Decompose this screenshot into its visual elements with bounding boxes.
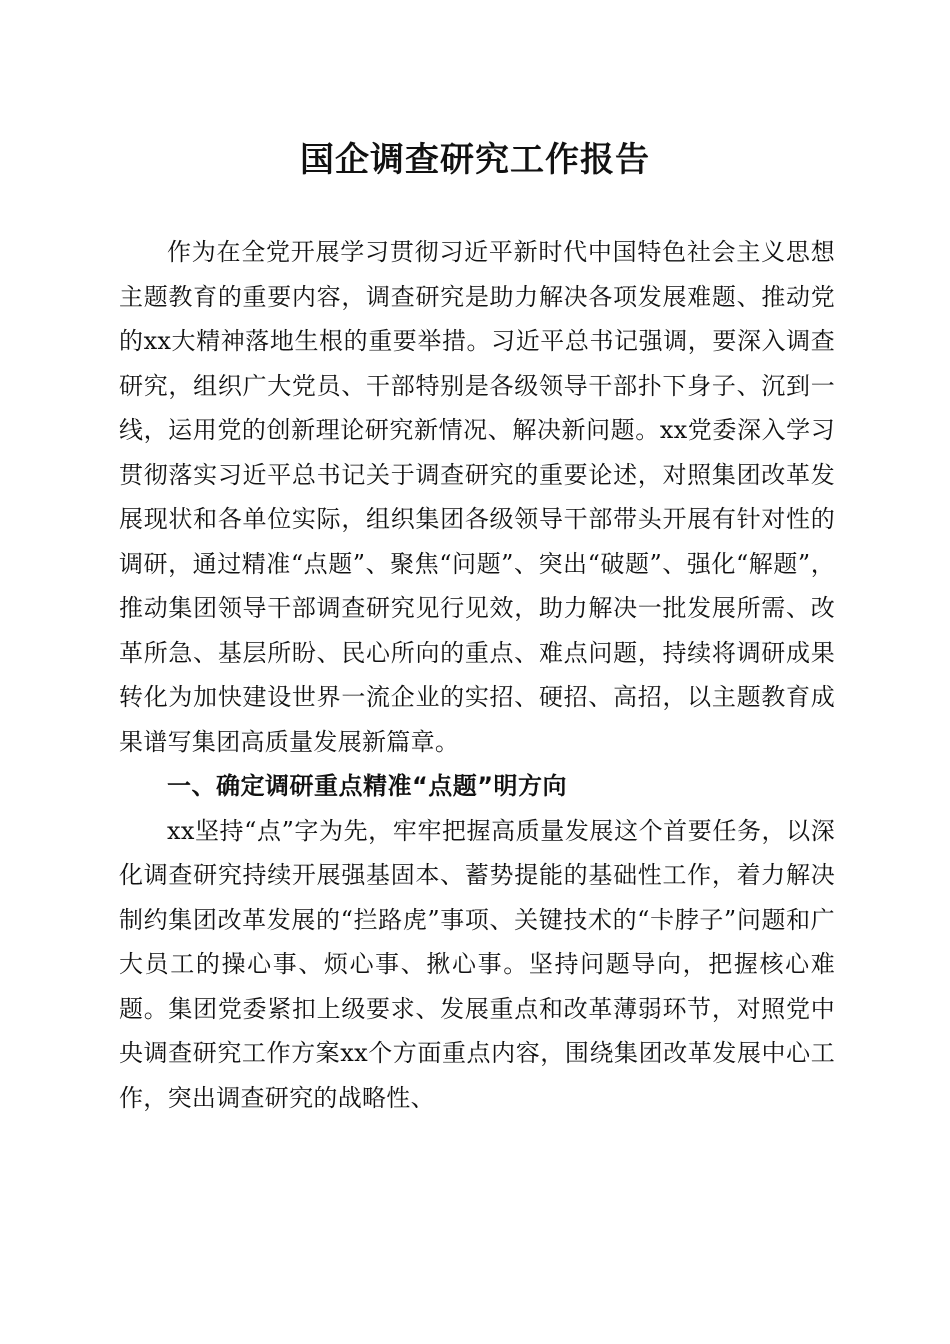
intro-paragraph: 作为在全党开展学习贯彻习近平新时代中国特色社会主义思想主题教育的重要内容，调查研究是助力解决各项发展难题、推动党的xx大精神落地生根的重要举措。习近平总书记强调，要深入调查研究，组织广大党员、干部特别是各级领导干部扑下身子、沉到一线，运用党的创新理论研究新情况、解决新问题。xx党委深入学习贯彻落实习近平总书记关于调查研究的重要论述，对照集团改革发展现状和各单位实际，组织集团各级领导干部带头开展有针对性的调研，通过精准“点题”、聚焦“问题”、突出“破题”、强化“解题”，推动集团领导干部调查研究见行见效，助力解决一批发展所需、改革所急、基层所盼、民心所向的重点、难点问题，持续将调研成果转化为加快建设世界一流企业的实招、硬招、高招，以主题教育成果谱写集团高质量发展新篇章。 [119, 238, 835, 756]
document-title: 国企调查研究工作报告 [300, 140, 650, 180]
document-body [119, 230, 835, 1120]
section-heading-1: 一、确定调研重点精准“点题”明方向 [167, 772, 568, 800]
section-1-paragraph: xx坚持“点”字为先，牢牢把握高质量发展这个首要任务，以深化调查研究持续开展强基固本、蓄势提能的基础性工作，着力解决制约集团改革发展的“拦路虎”事项、关键技术的“卡脖子”问题和广大员工的操心事、烦心事、揪心事。坚持问题导向，把握核心难题。集团党委紧扣上级要求、发展重点和改革薄弱环节，对照党中央调查研究工作方案xx个方面重点内容，围绕集团改革发展中心工作，突出调查研究的战略性、 [119, 816, 835, 1112]
